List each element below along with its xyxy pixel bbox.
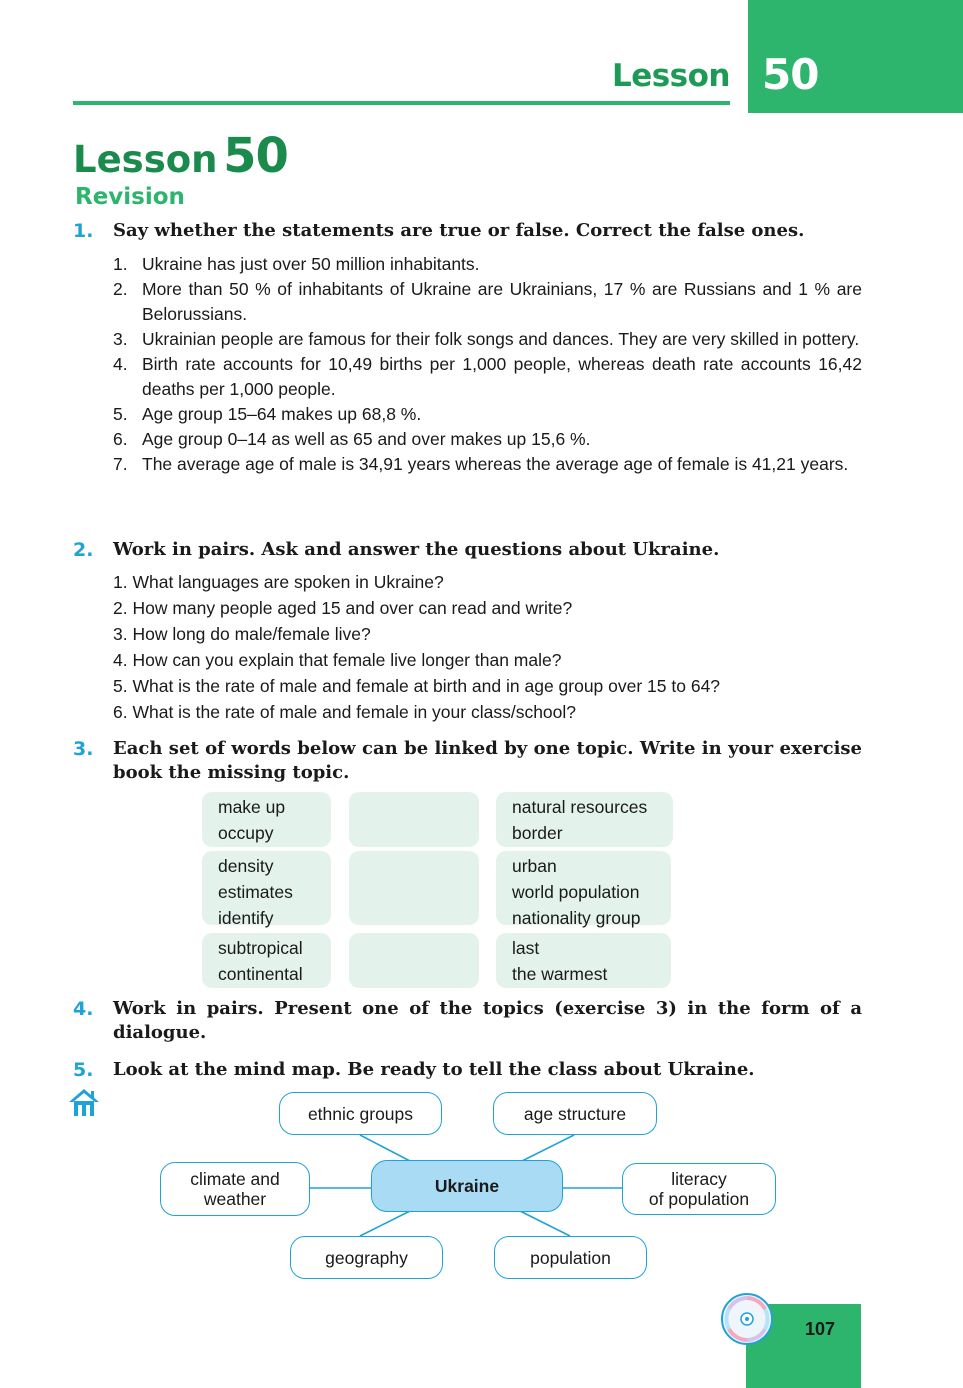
header-lesson-label: Lesson xyxy=(611,58,730,94)
word: the warmest xyxy=(512,964,608,984)
node-label: Ukraine xyxy=(434,1176,500,1196)
node-label: ethnic groups xyxy=(307,1103,414,1124)
list-item-text: Ukraine has just over 50 million inhabitants. xyxy=(142,254,480,274)
list-item xyxy=(113,252,862,277)
word: continental xyxy=(218,964,303,984)
word-set-2-right xyxy=(496,851,671,928)
word-set-1-left xyxy=(202,792,331,847)
exercise-4-instruction: Work in pairs. Present one of the topics (exercise 3) in the form of a dialogue. xyxy=(113,998,862,1043)
word: density xyxy=(218,856,274,876)
list-item: 3. How long do male/female live? xyxy=(113,624,371,644)
word: last xyxy=(512,938,540,958)
list-item xyxy=(113,452,862,477)
exercise-1-instruction: Say whether the statements are true or false. Correct the false ones. xyxy=(113,220,805,241)
missing-topic-blank-3 xyxy=(349,933,479,988)
mind-map-node-ethnic-groups xyxy=(279,1092,442,1135)
word: urban xyxy=(512,856,557,876)
word: estimates xyxy=(218,882,293,902)
mind-map-node-age-structure xyxy=(493,1092,657,1135)
node-label-line: weather xyxy=(203,1189,267,1209)
page-title xyxy=(73,128,288,184)
list-item-text: More than 50 % of inhabitants of Ukraine are Ukrainians, 17 % are Russians and 1 % are Belorussians. xyxy=(142,279,862,324)
list-item xyxy=(113,277,862,327)
word-set-2-left xyxy=(202,851,331,928)
missing-topic-blank-1 xyxy=(349,792,479,847)
list-item: 2. How many people aged 15 and over can read and write? xyxy=(113,598,573,618)
list-item xyxy=(113,327,862,352)
mind-map-node-literacy xyxy=(622,1163,776,1215)
list-item xyxy=(113,427,862,452)
mind-map-node-climate-and-weather xyxy=(160,1162,310,1216)
exercise-1-list xyxy=(113,252,862,477)
page-number: 107 xyxy=(804,1319,836,1339)
header-lesson-number: 50 xyxy=(762,50,819,99)
word: border xyxy=(512,823,563,843)
list-item: 4. How can you explain that female live longer than male? xyxy=(113,650,562,670)
list-item xyxy=(113,402,862,427)
exercise-2-instruction: Work in pairs. Ask and answer the questions about Ukraine. xyxy=(113,539,720,560)
exercise-1-number: 1. xyxy=(73,220,94,242)
header-rule xyxy=(73,101,730,105)
list-item-number: 7. xyxy=(113,454,128,474)
mind-map-node-population xyxy=(494,1236,647,1279)
list-item-text: Birth rate accounts for 10,49 births per 1,000 people, whereas death rate accounts 16,42 deaths per 1,000 people. xyxy=(142,354,862,399)
node-label: population xyxy=(530,1247,611,1268)
exercise-2-list xyxy=(113,569,862,725)
exercise-5-number: 5. xyxy=(73,1059,94,1081)
list-item: 1. What languages are spoken in Ukraine? xyxy=(113,572,444,592)
list-item xyxy=(113,352,862,402)
word-set-1-right xyxy=(496,792,673,847)
node-label-line: literacy xyxy=(671,1169,727,1189)
page-title-number: 50 xyxy=(223,128,288,184)
node-label-line: of population xyxy=(648,1189,750,1209)
exercise-2-number: 2. xyxy=(73,539,94,561)
audio-cd-icon xyxy=(720,1292,774,1346)
word: identify xyxy=(218,908,274,928)
list-item-number: 3. xyxy=(113,329,128,349)
exercise-3-number: 3. xyxy=(73,738,94,760)
word-set-3-right xyxy=(496,933,671,988)
word-set-3-left xyxy=(202,933,331,988)
list-item-number: 5. xyxy=(113,404,128,424)
node-label: age structure xyxy=(523,1103,627,1124)
word: natural resources xyxy=(512,797,648,817)
exercise-4-number: 4. xyxy=(73,998,94,1020)
list-item-number: 6. xyxy=(113,429,128,449)
page-title-word: Lesson xyxy=(73,138,218,181)
list-item: 5. What is the rate of male and female at birth and in age group over 15 to 64? xyxy=(113,676,721,696)
word: make up xyxy=(218,797,286,817)
word: occupy xyxy=(218,823,274,843)
node-label-line: climate and xyxy=(190,1169,280,1189)
mind-map-center-ukraine xyxy=(371,1160,563,1212)
exercise-5-instruction: Look at the mind map. Be ready to tell the class about Ukraine. xyxy=(113,1059,755,1080)
list-item-text: Age group 0–14 as well as 65 and over makes up 15,6 %. xyxy=(142,429,591,449)
mind-map-node-geography xyxy=(290,1236,443,1279)
list-item-number: 4. xyxy=(113,354,128,374)
list-item-text: The average age of male is 34,91 years whereas the average age of female is 41,21 years. xyxy=(142,454,849,474)
list-item: 6. What is the rate of male and female in your class/school? xyxy=(113,702,577,722)
word: subtropical xyxy=(218,938,303,958)
word: world population xyxy=(512,882,640,902)
exercise-3-instruction: Each set of words below can be linked by one topic. Write in your exercise book the missing topic. xyxy=(113,738,862,783)
word: nationality group xyxy=(512,908,641,928)
node-label: geography xyxy=(325,1247,408,1268)
list-item-number: 1. xyxy=(113,254,128,274)
list-item-number: 2. xyxy=(113,279,128,299)
missing-topic-blank-2 xyxy=(349,851,479,925)
page-subtitle: Revision xyxy=(75,184,185,210)
list-item-text: Ukrainian people are famous for their folk songs and dances. They are very skilled in pottery. xyxy=(142,329,860,349)
list-item-text: Age group 15–64 makes up 68,8 %. xyxy=(142,404,422,424)
